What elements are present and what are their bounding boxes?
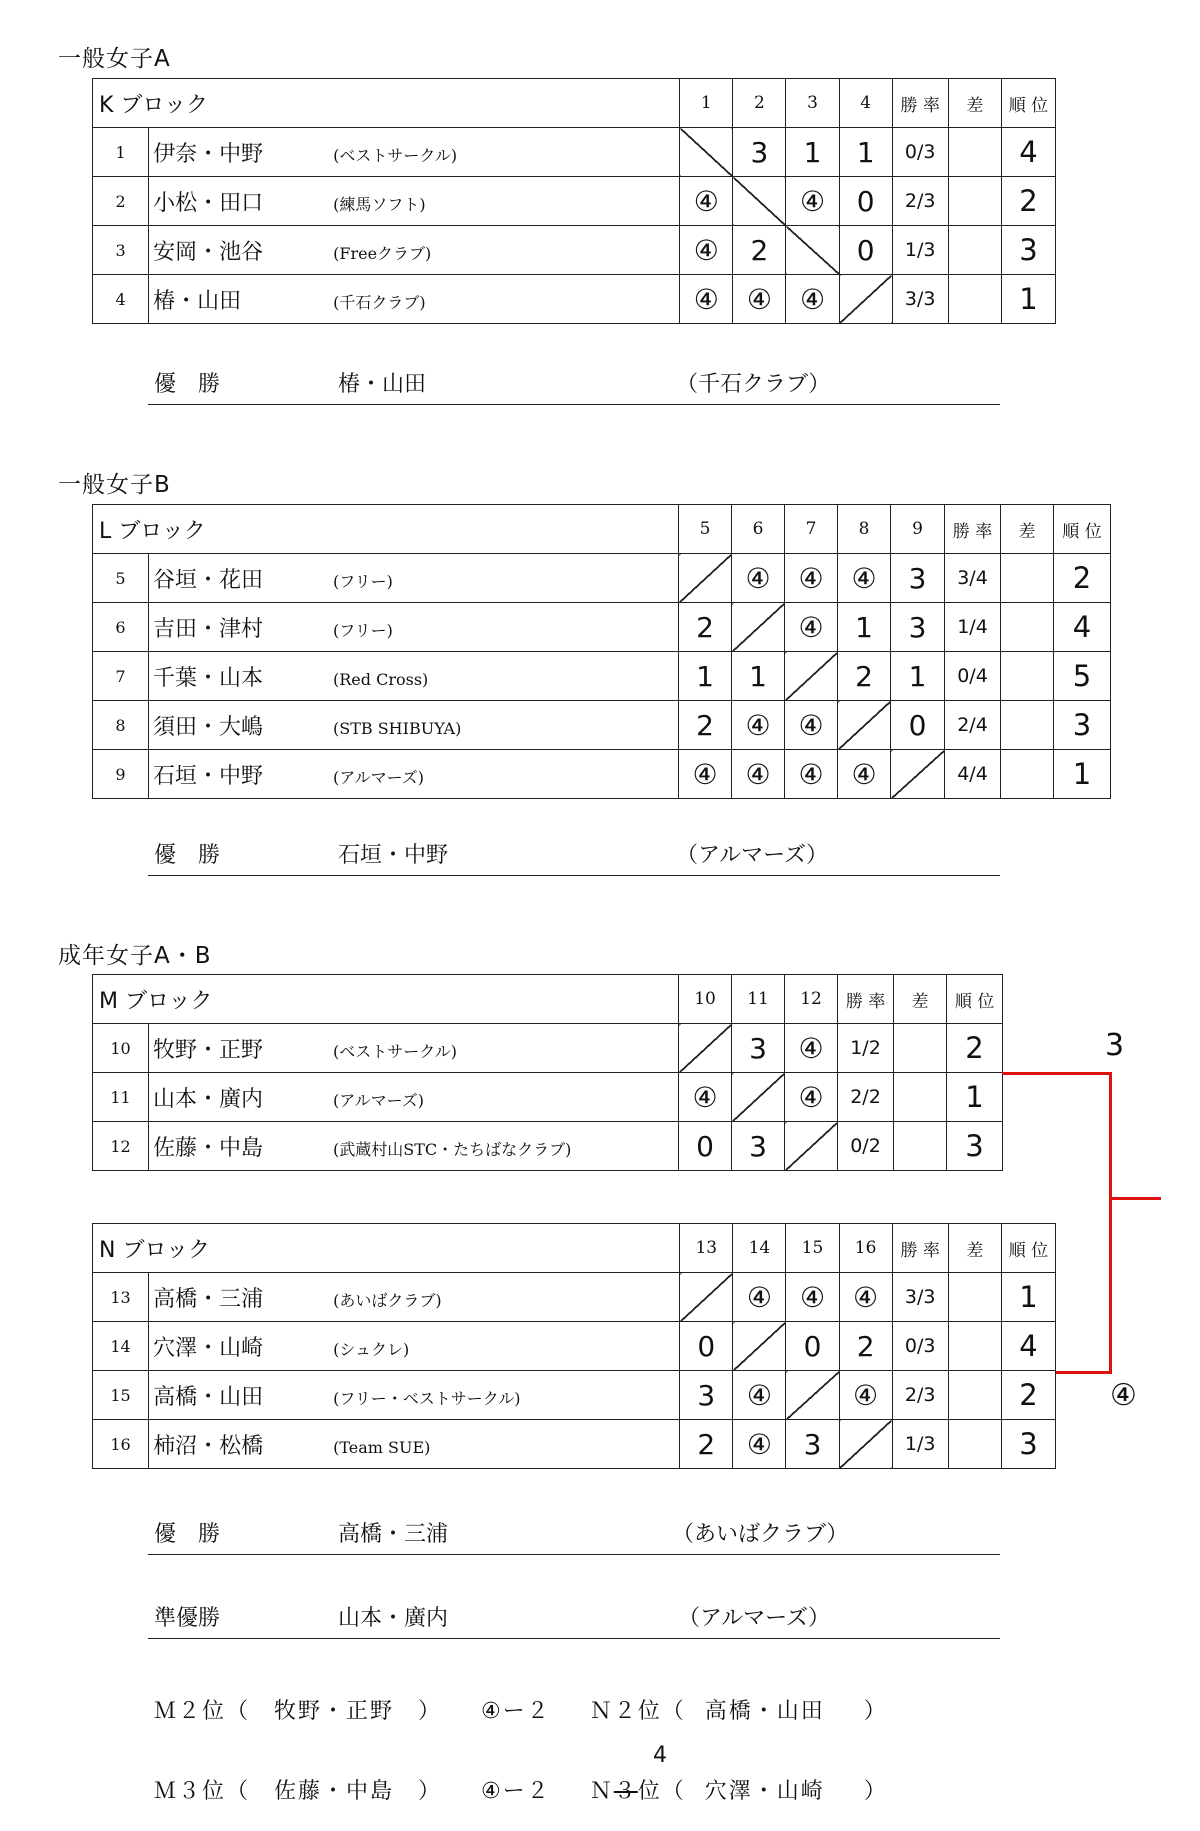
placement-row-2nd (154, 1694, 888, 1725)
score-cell: ④ (733, 1273, 786, 1322)
diff-cell (948, 1273, 1001, 1322)
player-cell (149, 750, 679, 799)
player-cell (149, 226, 680, 275)
col-header: 15 (786, 1224, 839, 1273)
table-row (93, 1024, 1003, 1073)
bracket-line-right (1109, 1072, 1112, 1374)
table-row (93, 652, 1111, 701)
player-club: (あいばクラブ) (333, 1290, 442, 1310)
score-cell: 3 (680, 1371, 733, 1420)
win-rate: 2/4 (945, 701, 1001, 750)
k-block-table (92, 78, 1056, 324)
runner-up-name: 山本・廣内 (338, 1606, 449, 1631)
player-cell (149, 275, 680, 324)
section-title-a: 一般女子A (58, 46, 171, 72)
table-row (93, 177, 1056, 226)
winner-club: （千石クラブ） (676, 372, 831, 397)
player-club: (練馬ソフト) (333, 194, 426, 214)
diff-header: 差 (948, 1224, 1001, 1273)
table-row (93, 701, 1111, 750)
block-name: L ブロック (93, 505, 679, 554)
diff-cell (1001, 603, 1054, 652)
n3-struck-rank: ３ (613, 1779, 638, 1804)
player-cell (149, 603, 679, 652)
row-number: 2 (93, 177, 149, 226)
player-name: 谷垣・花田 (153, 567, 264, 593)
win-rate: 1/4 (945, 603, 1001, 652)
score-cell: 1 (838, 603, 891, 652)
player-club: (アルマーズ) (333, 767, 425, 787)
player-cell (149, 554, 679, 603)
diff-cell (948, 1420, 1001, 1469)
win-rate: 3/3 (892, 275, 948, 324)
bracket-line-top (1002, 1072, 1112, 1075)
rank-cell: 3 (1001, 1420, 1055, 1469)
diff-cell (948, 1322, 1001, 1371)
score-cell: ④ (680, 177, 733, 226)
diff-cell (1001, 701, 1054, 750)
row-number: 9 (93, 750, 149, 799)
score-cell: ④ (786, 1273, 839, 1322)
player-cell (149, 652, 679, 701)
score-cell: ④ (733, 1371, 786, 1420)
score-cell: ④ (785, 1024, 838, 1073)
table-row (93, 1322, 1056, 1371)
self-match-cell (732, 603, 785, 652)
row-number: 16 (93, 1420, 149, 1469)
score-cell: ④ (838, 554, 891, 603)
score-cell: ④ (839, 1273, 892, 1322)
score-cell: ④ (785, 750, 838, 799)
diff-cell (948, 1371, 1001, 1420)
player-club: (ベストサークル) (333, 145, 458, 165)
self-match-cell (891, 750, 945, 799)
player-name: 小松・田口 (153, 190, 264, 216)
diff-header: 差 (1001, 505, 1054, 554)
diff-header: 差 (948, 79, 1001, 128)
l-block-table (92, 504, 1111, 799)
win-rate: 4/4 (945, 750, 1001, 799)
table-row (93, 603, 1111, 652)
player-club: (千石クラブ) (333, 292, 426, 312)
self-match-cell (839, 275, 892, 324)
playoff-score-top: 3 (1105, 1028, 1125, 1063)
player-name: 石垣・中野 (153, 763, 264, 789)
winner-club: （あいばクラブ） (672, 1522, 849, 1547)
col-header: 7 (785, 505, 838, 554)
player-club: (STB SHIBUYA) (333, 718, 462, 738)
player-cell (149, 177, 680, 226)
col-header: 8 (838, 505, 891, 554)
col-header: 11 (732, 975, 785, 1024)
rank-cell: 4 (1001, 128, 1055, 177)
score-cell: 0 (679, 1122, 732, 1171)
self-match-cell (733, 1322, 786, 1371)
score-cell: 3 (786, 1420, 839, 1469)
diff-cell (948, 177, 1001, 226)
score-cell: ④ (732, 701, 785, 750)
m2-label: Ｍ２位（ 牧野・正野 ） (154, 1699, 443, 1724)
win-rate: 2/3 (892, 1371, 948, 1420)
col-header: 13 (680, 1224, 733, 1273)
winner-label: 優 勝 (154, 843, 221, 868)
win-rate-header: 勝 率 (838, 975, 894, 1024)
win-rate: 1/3 (892, 1420, 948, 1469)
score-cell: 1 (679, 652, 732, 701)
player-club: (Red Cross) (333, 669, 429, 689)
score-cell: ④ (785, 554, 838, 603)
win-rate: 2/2 (838, 1073, 894, 1122)
player-club: (アルマーズ) (333, 1090, 425, 1110)
score-cell: ④ (733, 275, 786, 324)
section-title-b: 一般女子B (58, 472, 171, 498)
row-number: 14 (93, 1322, 149, 1371)
player-club: (フリー) (333, 620, 393, 640)
self-match-cell (786, 1371, 839, 1420)
table-row (93, 275, 1056, 324)
col-header: 2 (733, 79, 786, 128)
n2-name: 高橋・山田 (704, 1699, 825, 1724)
block-name: N ブロック (93, 1224, 680, 1273)
rank-cell: 2 (947, 1024, 1003, 1073)
win-rate-header: 勝 率 (892, 79, 948, 128)
player-name: 柿沼・松橋 (153, 1433, 264, 1459)
n3-suffix: ） (863, 1779, 888, 1804)
player-cell (149, 1122, 679, 1171)
self-match-cell (680, 128, 733, 177)
rank-cell: 4 (1054, 603, 1111, 652)
row-number: 7 (93, 652, 149, 701)
col-header: 5 (679, 505, 732, 554)
win-rate: 0/3 (892, 1322, 948, 1371)
score-cell: ④ (732, 554, 785, 603)
score-cell: 2 (679, 701, 732, 750)
score-cell: ④ (679, 1073, 732, 1122)
self-match-cell (786, 226, 839, 275)
player-cell (149, 1371, 680, 1420)
row-number: 12 (93, 1122, 149, 1171)
winner-name: 石垣・中野 (338, 843, 449, 868)
rank-cell: 2 (1001, 177, 1055, 226)
rank-header: 順 位 (947, 975, 1003, 1024)
n3-name: 穴澤・山崎 (704, 1779, 825, 1804)
underline (148, 875, 1000, 876)
winner-name: 高橋・三浦 (338, 1522, 449, 1547)
table-header (93, 975, 1003, 1024)
n2-prefix: Ｎ２位（ (589, 1699, 686, 1724)
player-name: 佐藤・中島 (153, 1135, 264, 1161)
player-club: (武蔵村山STC・たちばなクラブ) (333, 1139, 572, 1159)
underline (148, 1638, 1000, 1639)
table-row (93, 1073, 1003, 1122)
win-rate: 0/3 (892, 128, 948, 177)
self-match-cell (838, 701, 891, 750)
player-cell (149, 1420, 680, 1469)
player-name: 椿・山田 (153, 288, 242, 314)
diff-header: 差 (894, 975, 947, 1024)
row-number: 15 (93, 1371, 149, 1420)
score-cell: 2 (733, 226, 786, 275)
rank-header: 順 位 (1001, 1224, 1055, 1273)
rank-header: 順 位 (1001, 79, 1055, 128)
score-cell: 1 (839, 128, 892, 177)
player-name: 山本・廣内 (153, 1086, 264, 1112)
section-title-ab: 成年女子A・B (58, 943, 212, 969)
playoff-score-bottom: ④ (1110, 1378, 1137, 1413)
row-number: 4 (93, 275, 149, 324)
n3-after: 位（ (637, 1779, 686, 1804)
score-cell: 2 (680, 1420, 733, 1469)
underline (148, 404, 1000, 405)
self-match-cell (680, 1273, 733, 1322)
score-cell: 2 (838, 652, 891, 701)
self-match-cell (679, 1024, 732, 1073)
diff-cell (948, 275, 1001, 324)
player-cell (149, 1273, 680, 1322)
win-rate: 1/3 (892, 226, 948, 275)
score-cell: 1 (732, 652, 785, 701)
player-club: (フリー) (333, 571, 393, 591)
placement-row-3rd (154, 1774, 888, 1805)
rank-cell: 4 (1001, 1322, 1055, 1371)
table-row (93, 226, 1056, 275)
diff-cell (1001, 750, 1054, 799)
player-cell (149, 1322, 680, 1371)
row-number: 1 (93, 128, 149, 177)
score-cell: ④ (680, 275, 733, 324)
rank-cell: 1 (947, 1073, 1003, 1122)
diff-cell (948, 128, 1001, 177)
underline (148, 1554, 1000, 1555)
self-match-cell (679, 554, 732, 603)
runner-up-club: （アルマーズ） (678, 1606, 831, 1631)
player-name: 穴澤・山崎 (153, 1335, 264, 1361)
score-cell: 0 (680, 1322, 733, 1371)
win-rate-header: 勝 率 (892, 1224, 948, 1273)
player-name: 牧野・正野 (153, 1037, 264, 1063)
win-rate: 0/2 (838, 1122, 894, 1171)
row-number: 3 (93, 226, 149, 275)
block-name: K ブロック (93, 79, 680, 128)
score-cell: 3 (891, 603, 945, 652)
n3-prefix: Ｎ (589, 1779, 614, 1804)
score-cell: ④ (732, 750, 785, 799)
table-row (93, 1420, 1056, 1469)
m3-score: ④ー２ (481, 1779, 551, 1804)
rank-header: 順 位 (1054, 505, 1111, 554)
m2-score: ④ー２ (481, 1699, 551, 1724)
player-cell (149, 701, 679, 750)
row-number: 8 (93, 701, 149, 750)
n-block-table (92, 1223, 1056, 1469)
rank-cell: 5 (1054, 652, 1111, 701)
player-club: (ベストサークル) (333, 1041, 458, 1061)
n2-suffix: ） (863, 1699, 888, 1724)
diff-cell (894, 1024, 947, 1073)
score-cell: ④ (838, 750, 891, 799)
table-row (93, 1371, 1056, 1420)
diff-cell (948, 226, 1001, 275)
table-header (93, 1224, 1056, 1273)
self-match-cell (785, 1122, 838, 1171)
self-match-cell (732, 1073, 785, 1122)
table-header (93, 79, 1056, 128)
score-cell: ④ (679, 750, 732, 799)
score-cell: ④ (785, 603, 838, 652)
diff-cell (1001, 554, 1054, 603)
row-number: 6 (93, 603, 149, 652)
score-cell: ④ (786, 275, 839, 324)
score-cell: 3 (891, 554, 945, 603)
table-row (93, 1273, 1056, 1322)
row-number: 11 (93, 1073, 149, 1122)
score-cell: 0 (839, 226, 892, 275)
score-cell: 0 (839, 177, 892, 226)
player-club: (シュクレ) (333, 1339, 410, 1359)
score-cell: 2 (679, 603, 732, 652)
win-rate: 1/2 (838, 1024, 894, 1073)
win-rate: 2/3 (892, 177, 948, 226)
player-club: (フリー・ベストサークル) (333, 1388, 521, 1408)
win-rate: 3/3 (892, 1273, 948, 1322)
col-header: 6 (732, 505, 785, 554)
rank-cell: 1 (1001, 275, 1055, 324)
self-match-cell (839, 1420, 892, 1469)
diff-cell (894, 1122, 947, 1171)
table-row (93, 1122, 1003, 1171)
winner-label: 優 勝 (154, 372, 221, 397)
win-rate: 0/4 (945, 652, 1001, 701)
win-rate-header: 勝 率 (945, 505, 1001, 554)
diff-cell (1001, 652, 1054, 701)
col-header: 10 (679, 975, 732, 1024)
runner-up-label: 準優勝 (154, 1606, 221, 1631)
col-header: 3 (786, 79, 839, 128)
player-cell (149, 1024, 679, 1073)
player-name: 須田・大嶋 (153, 714, 264, 740)
player-name: 千葉・山本 (153, 665, 264, 691)
player-name: 安岡・池谷 (153, 239, 264, 265)
score-cell: 0 (891, 701, 945, 750)
player-cell (149, 1073, 679, 1122)
winner-label: 優 勝 (154, 1522, 221, 1547)
table-header (93, 505, 1111, 554)
self-match-cell (733, 177, 786, 226)
col-header: 9 (891, 505, 945, 554)
correction-number: 4 (653, 1743, 667, 1768)
winner-club: （アルマーズ） (676, 843, 829, 868)
diff-cell (894, 1073, 947, 1122)
score-cell: 0 (786, 1322, 839, 1371)
player-name: 吉田・津村 (153, 616, 264, 642)
row-number: 10 (93, 1024, 149, 1073)
rank-cell: 3 (947, 1122, 1003, 1171)
player-name: 高橋・三浦 (153, 1286, 264, 1312)
col-header: 12 (785, 975, 838, 1024)
col-header: 4 (839, 79, 892, 128)
player-name: 高橋・山田 (153, 1384, 264, 1410)
win-rate: 3/4 (945, 554, 1001, 603)
score-cell: ④ (786, 177, 839, 226)
score-cell: 3 (732, 1122, 785, 1171)
score-cell: 3 (733, 128, 786, 177)
col-header: 14 (733, 1224, 786, 1273)
table-row (93, 128, 1056, 177)
row-number: 13 (93, 1273, 149, 1322)
bracket-line-bottom (1056, 1371, 1112, 1374)
col-header: 16 (839, 1224, 892, 1273)
score-cell: 1 (786, 128, 839, 177)
table-row (93, 554, 1111, 603)
player-name: 伊奈・中野 (153, 141, 264, 167)
score-cell: ④ (785, 1073, 838, 1122)
rank-cell: 1 (1001, 1273, 1055, 1322)
block-name: M ブロック (93, 975, 679, 1024)
row-number: 5 (93, 554, 149, 603)
m-block-table (92, 974, 1003, 1171)
player-club: (Freeクラブ) (333, 243, 432, 263)
score-cell: ④ (733, 1420, 786, 1469)
player-club: (Team SUE) (333, 1437, 431, 1457)
rank-cell: 2 (1054, 554, 1111, 603)
bracket-line-final (1109, 1197, 1161, 1200)
score-cell: 3 (732, 1024, 785, 1073)
rank-cell: 2 (1001, 1371, 1055, 1420)
score-cell: 2 (839, 1322, 892, 1371)
score-cell: ④ (839, 1371, 892, 1420)
score-cell: ④ (680, 226, 733, 275)
m3-label: Ｍ３位（ 佐藤・中島 ） (154, 1779, 443, 1804)
rank-cell: 3 (1054, 701, 1111, 750)
table-row (93, 750, 1111, 799)
winner-name: 椿・山田 (338, 372, 427, 397)
self-match-cell (785, 652, 838, 701)
player-cell (149, 128, 680, 177)
rank-cell: 1 (1054, 750, 1111, 799)
rank-cell: 3 (1001, 226, 1055, 275)
score-cell: 1 (891, 652, 945, 701)
col-header: 1 (680, 79, 733, 128)
score-cell: ④ (785, 701, 838, 750)
